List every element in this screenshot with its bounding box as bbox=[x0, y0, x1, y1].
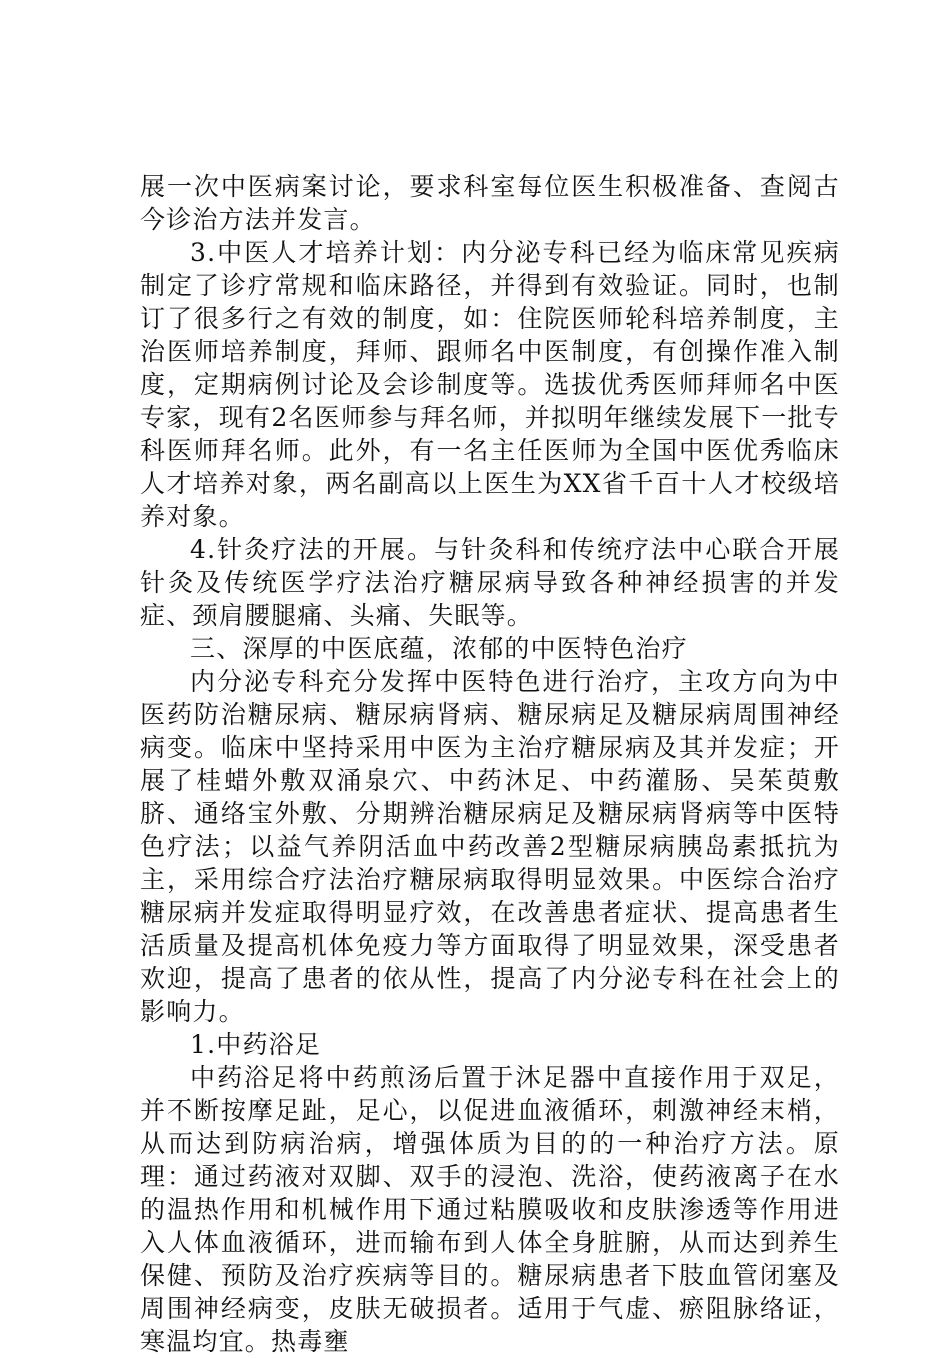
paragraph-talent-training: 3.中医人才培养计划：内分泌专科已经为临床常见疾病制定了诊疗常规和临床路径，并得到有效验证。同时，也制订了很多行之有效的制度，如：住院医师轮科培养制度，主治医师培养制度，拜师、跟师名中医制度，有创操作准入制度，定期病例讨论及会诊制度等。选拔优秀医师拜师名中医专家，现有2名医师参与拜名师，并拟明年继续发展下一批专科医师拜名师。此外，有一名主任医师为全国中医优秀临床人才培养对象，两名副高以上医生为XX省千百十人才校级培养对象。 bbox=[140, 238, 840, 531]
subheading-herbal-foot-bath: 1.中药浴足 bbox=[190, 1030, 322, 1059]
paragraph-tcm-features: 内分泌专科充分发挥中医特色进行治疗，主攻方向为中医药防治糖尿病、糖尿病肾病、糖尿病足及糖尿病周围神经病变。临床中坚持采用中医为主治疗糖尿病及其并发症；开展了桂蜡外敷双涌泉穴、中药沐足、中药灌肠、吴茱萸敷脐、通络宝外敷、分期辨治糖尿病足及糖尿病肾病等中医特色疗法；以益气养阴活血中药改善2型糖尿病胰岛素抵抗为主，采用综合疗法治疗糖尿病取得明显效果。中医综合治疗糖尿病并发症取得明显疗效，在改善患者症状、提高患者生活质量及提高机体免疫力等方面取得了明显效果，深受患者欢迎，提高了患者的依从性，提高了内分泌专科在社会上的影响力。 bbox=[140, 667, 840, 1026]
document-body bbox=[140, 170, 840, 1358]
section-heading-tcm-treatment: 三、深厚的中医底蕴，浓郁的中医特色治疗 bbox=[190, 634, 688, 663]
paragraph-foot-bath-description: 中药浴足将中药煎汤后置于沐足器中直接作用于双足，并不断按摩足趾，足心，以促进血液循环，刺激神经末梢，从而达到防病治病，增强体质为目的的一种治疗方法。原理：通过药液对双脚、双手的浸泡、洗浴，使药液离子在水的温热作用和机械作用下通过粘膜吸收和皮肤渗透等作用进入人体血液循环，进而输布到人体全身脏腑，从而达到养生保健、预防及治疗疾病等目的。糖尿病患者下肢血管闭塞及周围神经病变，皮肤无破损者。适用于气虚、瘀阻脉络证，寒温均宜。热毒壅 bbox=[140, 1063, 840, 1356]
paragraph-continuation: 展一次中医病案讨论，要求科室每位医生积极准备、查阅古今诊治方法并发言。 bbox=[140, 172, 840, 234]
paragraph-acupuncture: 4.针灸疗法的开展。与针灸科和传统疗法中心联合开展针灸及传统医学疗法治疗糖尿病导致各种神经损害的并发症、颈肩腰腿痛、头痛、失眠等。 bbox=[140, 535, 840, 630]
